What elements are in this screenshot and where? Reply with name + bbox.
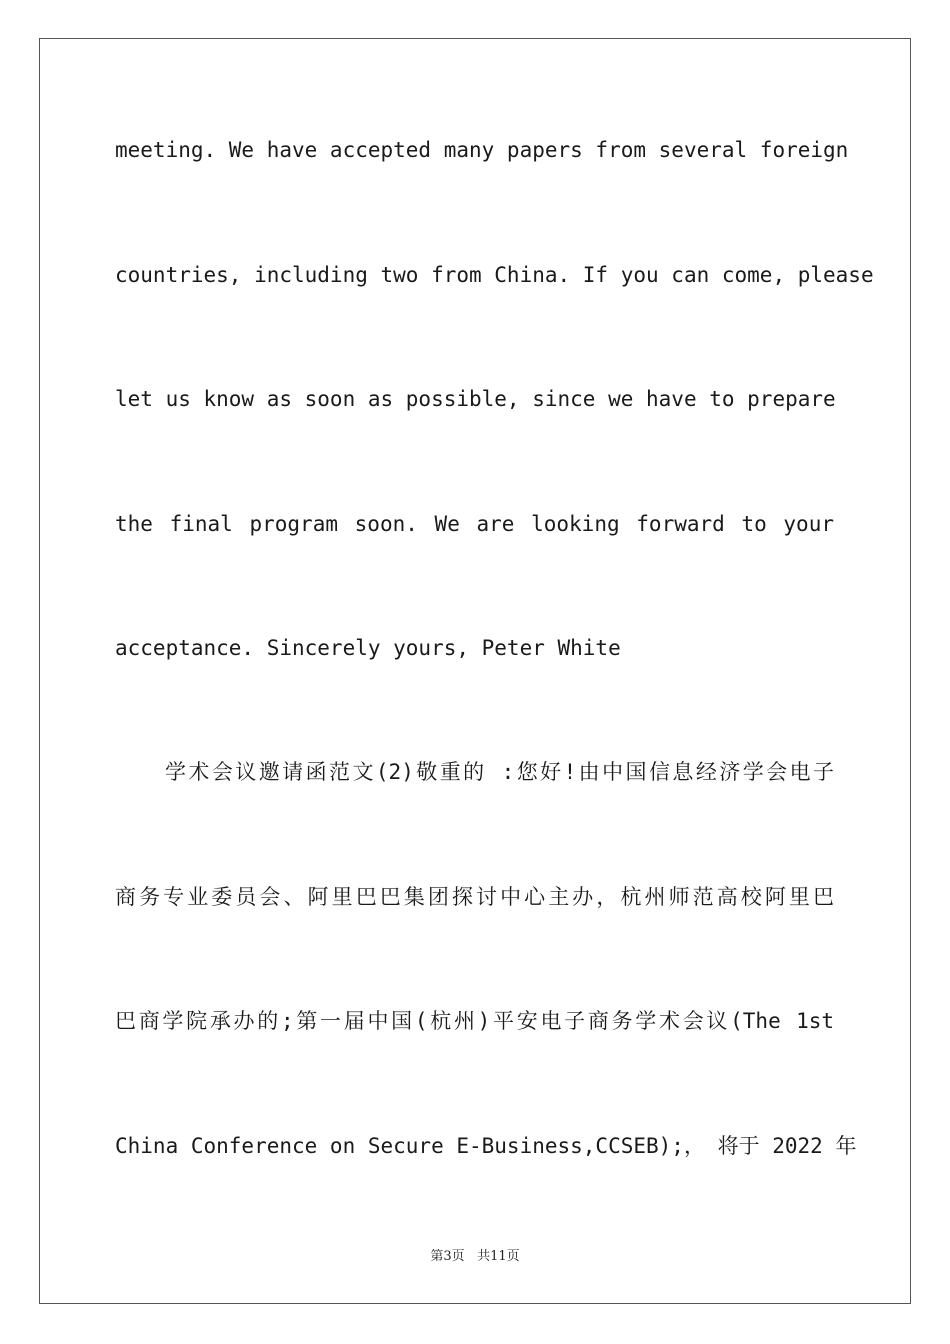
- body-line-9: China Conference on Secure E-Business,CCSEB);， 将于 2022 年: [115, 1134, 857, 1158]
- body-line-5: acceptance. Sincerely yours, Peter White: [115, 636, 621, 660]
- body-line-3: let us know as soon as possible, since we have to prepare: [115, 387, 836, 411]
- body-line-2: countries, including two from China. If you can come, please: [115, 263, 874, 287]
- body-line-1: meeting. We have accepted many papers from several foreign: [115, 138, 849, 162]
- body-line-7: 商务专业委员会、阿里巴巴集团探讨中心主办，杭州师范高校阿里巴: [115, 885, 834, 909]
- body-line-4: the final program soon. We are looking forward to your: [115, 512, 834, 536]
- page-number: 第3页: [430, 1249, 465, 1264]
- page-total: 共11页: [477, 1249, 520, 1264]
- page-footer: [0, 1248, 950, 1266]
- body-line-8: 巴商学院承办的;第一届中国(杭州)平安电子商务学术会议(The 1st: [115, 1009, 834, 1033]
- page-border: [39, 38, 911, 1304]
- body-line-6: 学术会议邀请函范文(2)敬重的 :您好!由中国信息经济学会电子: [165, 760, 834, 784]
